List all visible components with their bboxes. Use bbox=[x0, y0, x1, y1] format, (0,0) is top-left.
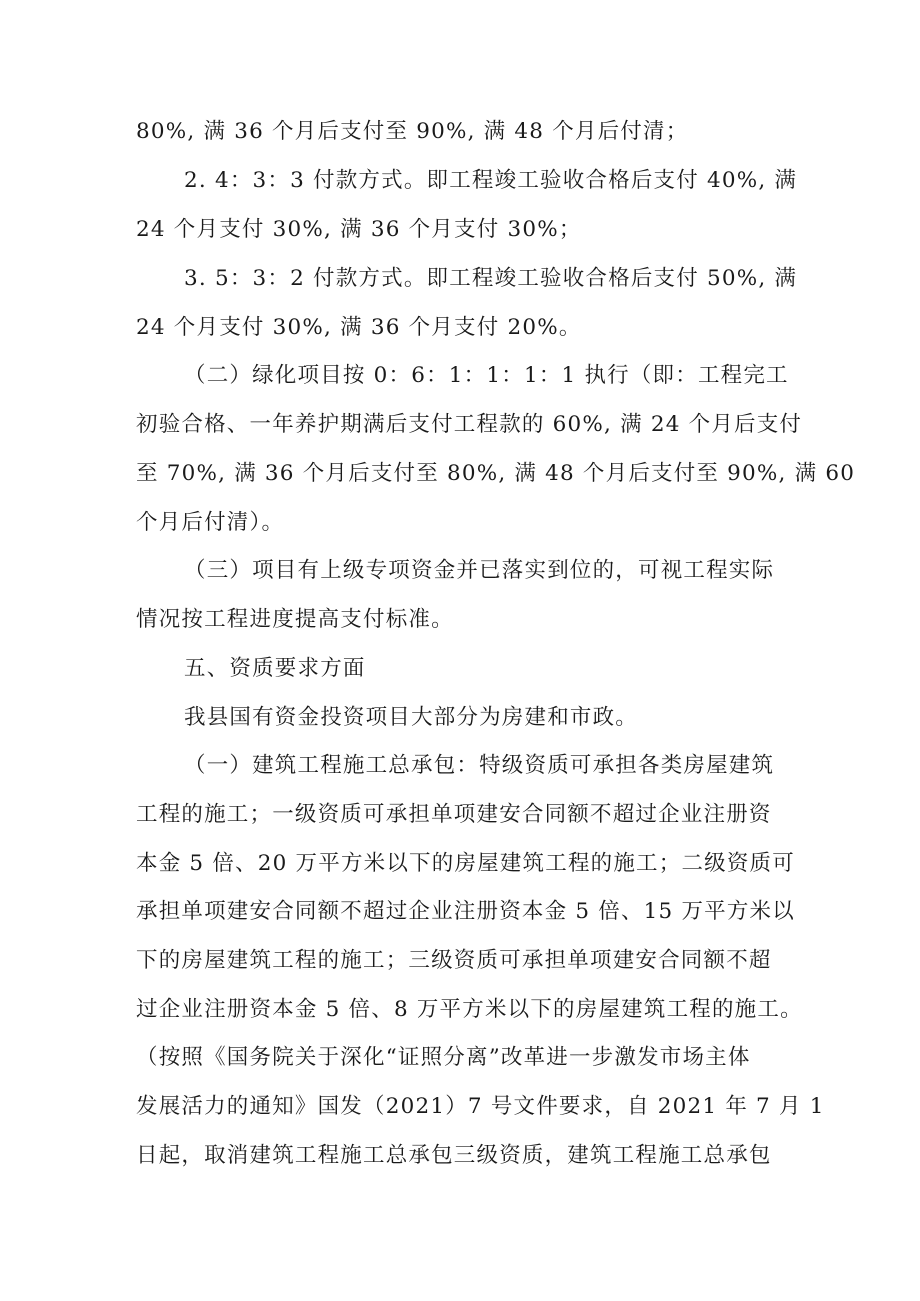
paragraph-line-21: 发展活力的通知》国发（2021）7 号文件要求，自 2021 年 7 月 1 bbox=[136, 1094, 825, 1119]
paragraph-line-22: 日起，取消建筑工程施工总承包三级资质，建筑工程施工总承包 bbox=[136, 1143, 772, 1168]
paragraph-line-15: 工程的施工；一级资质可承担单项建安合同额不超过企业注册资 bbox=[136, 802, 772, 827]
paragraph-line-5: 24 个月支付 30%, 满 36 个月支付 20%。 bbox=[136, 315, 582, 340]
paragraph-line-14: （一）建筑工程施工总承包：特级资质可承担各类房屋建筑 bbox=[184, 753, 775, 778]
paragraph-line-11: 情况按工程进度提高支付标准。 bbox=[136, 607, 454, 632]
paragraph-line-6: （二）绿化项目按 0：6：1：1：1：1 执行（即：工程完工 bbox=[184, 363, 789, 388]
paragraph-line-13: 我县国有资金投资项目大部分为房建和市政。 bbox=[184, 705, 639, 730]
paragraph-line-17: 承担单项建安合同额不超过企业注册资本金 5 倍、15 万平方米以 bbox=[136, 899, 795, 924]
paragraph-line-3: 24 个月支付 30%, 满 36 个月支付 30%； bbox=[136, 217, 582, 242]
paragraph-line-20: （按照《国务院关于深化“证照分离”改革进一步激发市场主体 bbox=[136, 1045, 751, 1070]
paragraph-line-18: 下的房屋建筑工程的施工；三级资质可承担单项建安合同额不超 bbox=[136, 948, 772, 973]
paragraph-line-1: 80%, 满 36 个月后支付至 90%, 满 48 个月后付清； bbox=[136, 119, 689, 144]
paragraph-line-4: 3. 5：3：2 付款方式。即工程竣工验收合格后支付 50%, 满 bbox=[184, 266, 798, 291]
paragraph-line-7: 初验合格、一年养护期满后支付工程款的 60%, 满 24 个月后支付 bbox=[136, 412, 803, 437]
section-heading: 五、资质要求方面 bbox=[184, 656, 366, 681]
paragraph-line-10: （三）项目有上级专项资金并已落实到位的，可视工程实际 bbox=[184, 558, 775, 583]
paragraph-line-8: 至 70%, 满 36 个月后支付至 80%, 满 48 个月后支付至 90%, 满 60 bbox=[136, 461, 856, 486]
paragraph-line-2: 2. 4：3：3 付款方式。即工程竣工验收合格后支付 40%, 满 bbox=[184, 168, 798, 193]
paragraph-line-9: 个月后付清）。 bbox=[136, 510, 285, 535]
paragraph-line-16: 本金 5 倍、20 万平方米以下的房屋建筑工程的施工；二级资质可 bbox=[136, 851, 795, 876]
paragraph-line-19: 过企业注册资本金 5 倍、8 万平方米以下的房屋建筑工程的施工。 bbox=[136, 997, 803, 1022]
